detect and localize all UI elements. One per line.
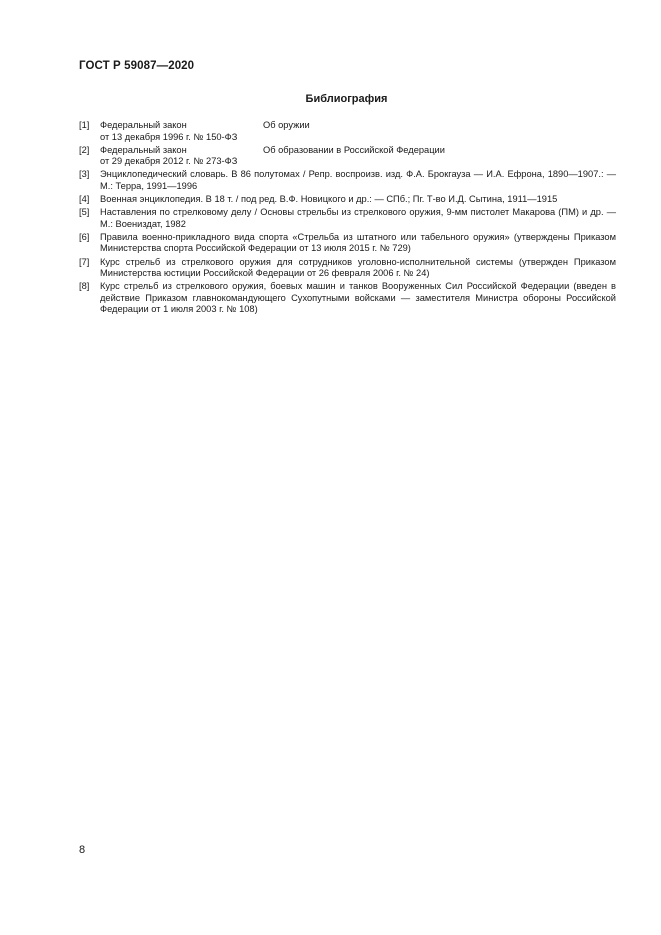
standard-code: ГОСТ Р 59087—2020 — [79, 60, 195, 72]
bibliography-entry — [79, 145, 616, 168]
entry-text: Военная энциклопедия. В 18 т. / под ред. В.Ф. Новицкого и др.: — СПб.; Пг. Т-во И.Д. Сытина, 1911—1915 — [100, 194, 558, 205]
entry-number: [1] — [79, 120, 90, 130]
entry-doc-type: Федеральный закон — [100, 144, 187, 155]
entry-number: [5] — [79, 207, 90, 218]
bibliography-entry — [79, 281, 616, 316]
entry-doc-type: Федеральный закон — [100, 120, 187, 130]
bibliography-entry — [79, 120, 616, 143]
entry-doc-title: Об оружии — [263, 120, 310, 130]
entry-number: [6] — [79, 231, 90, 242]
bibliography-entry — [79, 257, 616, 280]
bibliography-entry — [79, 207, 616, 230]
bibliography-list — [79, 120, 616, 318]
entry-doc-date: от 29 декабря 2012 г. № 273-ФЗ — [100, 156, 238, 167]
entry-text: Наставления по стрелковому делу / Основы стрельбы из стрелкового оружия, 9-мм пистолет Макарова (ПМ) и др. — М.: Воениздат, 1982 — [100, 207, 616, 229]
entry-number: [7] — [79, 256, 90, 267]
page-number: 8 — [79, 844, 86, 856]
entry-text: Курс стрельб из стрелкового оружия для сотрудников уголовно-исполнительной системы (утвержден Приказом Министерства юстиции Российской Федерации от 26 февраля 2006 г. № 24) — [100, 256, 616, 279]
entry-number: [4] — [79, 194, 90, 205]
entry-doc-title: Об образовании в Российской Федерации — [263, 144, 445, 155]
entry-number: [8] — [79, 281, 90, 292]
bibliography-title: Библиография — [305, 93, 388, 105]
entry-number: [2] — [79, 144, 90, 155]
bibliography-entry — [79, 169, 616, 192]
entry-text: Курс стрельб из стрелкового оружия, боевых машин и танков Вооруженных Сил Российской Федерации (введен в действие Приказом главнокомандующего Сухопутными войсками — заместителя Министра обороны Российской Федерации от 1 июля 2003 г. № 108) — [100, 281, 616, 315]
entry-text: Энциклопедический словарь. В 86 полутомах / Репр. воспроизв. изд. Ф.А. Брокгауза — И.А. Ефрона, 1890—1907.: — М.: Терра, 1991—1996 — [100, 169, 616, 191]
bibliography-entry — [79, 232, 616, 255]
entry-text: Правила военно-прикладного вида спорта «Стрельба из штатного или табельного оружия» (утверждены Приказом Министерства спорта Российской Федерации от 13 июля 2015 г. № 729) — [100, 231, 616, 254]
bibliography-entry — [79, 194, 616, 206]
entry-number: [3] — [79, 169, 90, 180]
entry-doc-date: от 13 декабря 1996 г. № 150-ФЗ — [100, 131, 238, 142]
